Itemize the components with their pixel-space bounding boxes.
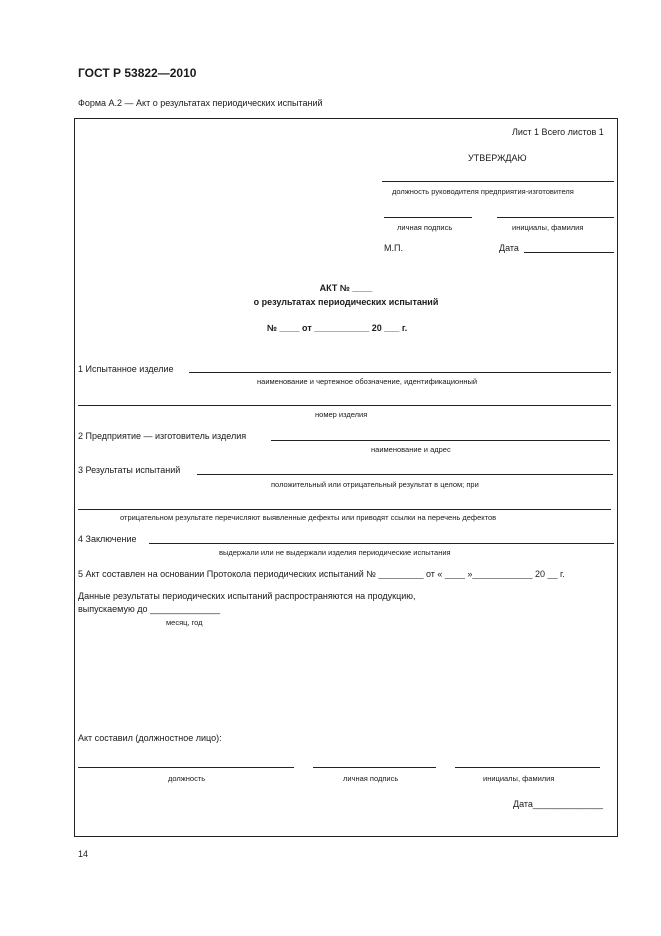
extension-line1: Данные результаты периодических испытаний распространяются на продукцию, xyxy=(78,591,416,601)
item3-label: 3 Результаты испытаний xyxy=(78,465,181,475)
approver-signature-line xyxy=(384,217,472,218)
item4-line xyxy=(149,543,614,544)
item1-caption: наименование и чертежное обозначение, идентификационный xyxy=(257,377,478,386)
item1-caption2: номер изделия xyxy=(315,410,368,419)
composer-signature-line xyxy=(313,767,436,768)
stamp-label: М.П. xyxy=(384,243,403,253)
composed-by-label: Акт составил (должностное лицо): xyxy=(78,733,222,743)
item3-line xyxy=(197,474,613,475)
approval-date-label: Дата xyxy=(499,243,519,253)
item1-label: 1 Испытанное изделие xyxy=(78,364,174,374)
approver-initials-caption: инициалы, фамилия xyxy=(512,223,584,232)
extension-line2: выпускаемую до ______________ xyxy=(78,604,221,614)
approval-date-line xyxy=(524,252,614,253)
page-number: 14 xyxy=(78,849,89,859)
composer-signature-caption: личная подпись xyxy=(343,774,399,783)
act-title: АКТ № ____ xyxy=(319,283,373,293)
composer-initials-line xyxy=(455,767,600,768)
item2-line xyxy=(271,440,610,441)
item5-text: 5 Акт составлен на основании Протокола периодических испытаний № _________ от « ____ »____________ 20 __ г. xyxy=(78,569,565,579)
composer-position-caption: должность xyxy=(168,774,206,783)
composer-position-line xyxy=(78,767,294,768)
item3-caption2: отрицательном результате перечисляют выявленные дефекты или приводят ссылки на перечень дефектов xyxy=(120,513,497,522)
act-number-line: № ____ от ___________ 20 ___ г. xyxy=(267,323,408,333)
form-caption: Форма А.2 — Акт о результатах периодических испытаний xyxy=(78,98,323,108)
item3-line2 xyxy=(78,509,611,510)
sheet-info: Лист 1 Всего листов 1 xyxy=(512,127,604,137)
item1-line xyxy=(189,372,611,373)
item1-line2 xyxy=(78,405,611,406)
item4-label: 4 Заключение xyxy=(78,534,137,544)
composer-initials-caption: инициалы, фамилия xyxy=(483,774,555,783)
approver-position-caption: должность руководителя предприятия-изготовителя xyxy=(392,187,574,196)
item2-label: 2 Предприятие — изготовитель изделия xyxy=(78,431,247,441)
act-subtitle: о результатах периодических испытаний xyxy=(253,297,439,307)
standard-number: ГОСТ Р 53822—2010 xyxy=(78,66,197,80)
month-year-caption: месяц, год xyxy=(166,618,203,627)
composer-date: Дата______________ xyxy=(513,799,604,809)
item3-caption: положительный или отрицательный результат в целом; при xyxy=(271,480,479,489)
item2-caption: наименование и адрес xyxy=(371,445,451,454)
item4-caption: выдержали или не выдержали изделия периодические испытания xyxy=(219,548,451,557)
approver-initials-line xyxy=(497,217,614,218)
approver-position-line xyxy=(382,181,614,182)
approve-label: УТВЕРЖДАЮ xyxy=(468,153,527,163)
approver-signature-caption: личная подпись xyxy=(397,223,453,232)
